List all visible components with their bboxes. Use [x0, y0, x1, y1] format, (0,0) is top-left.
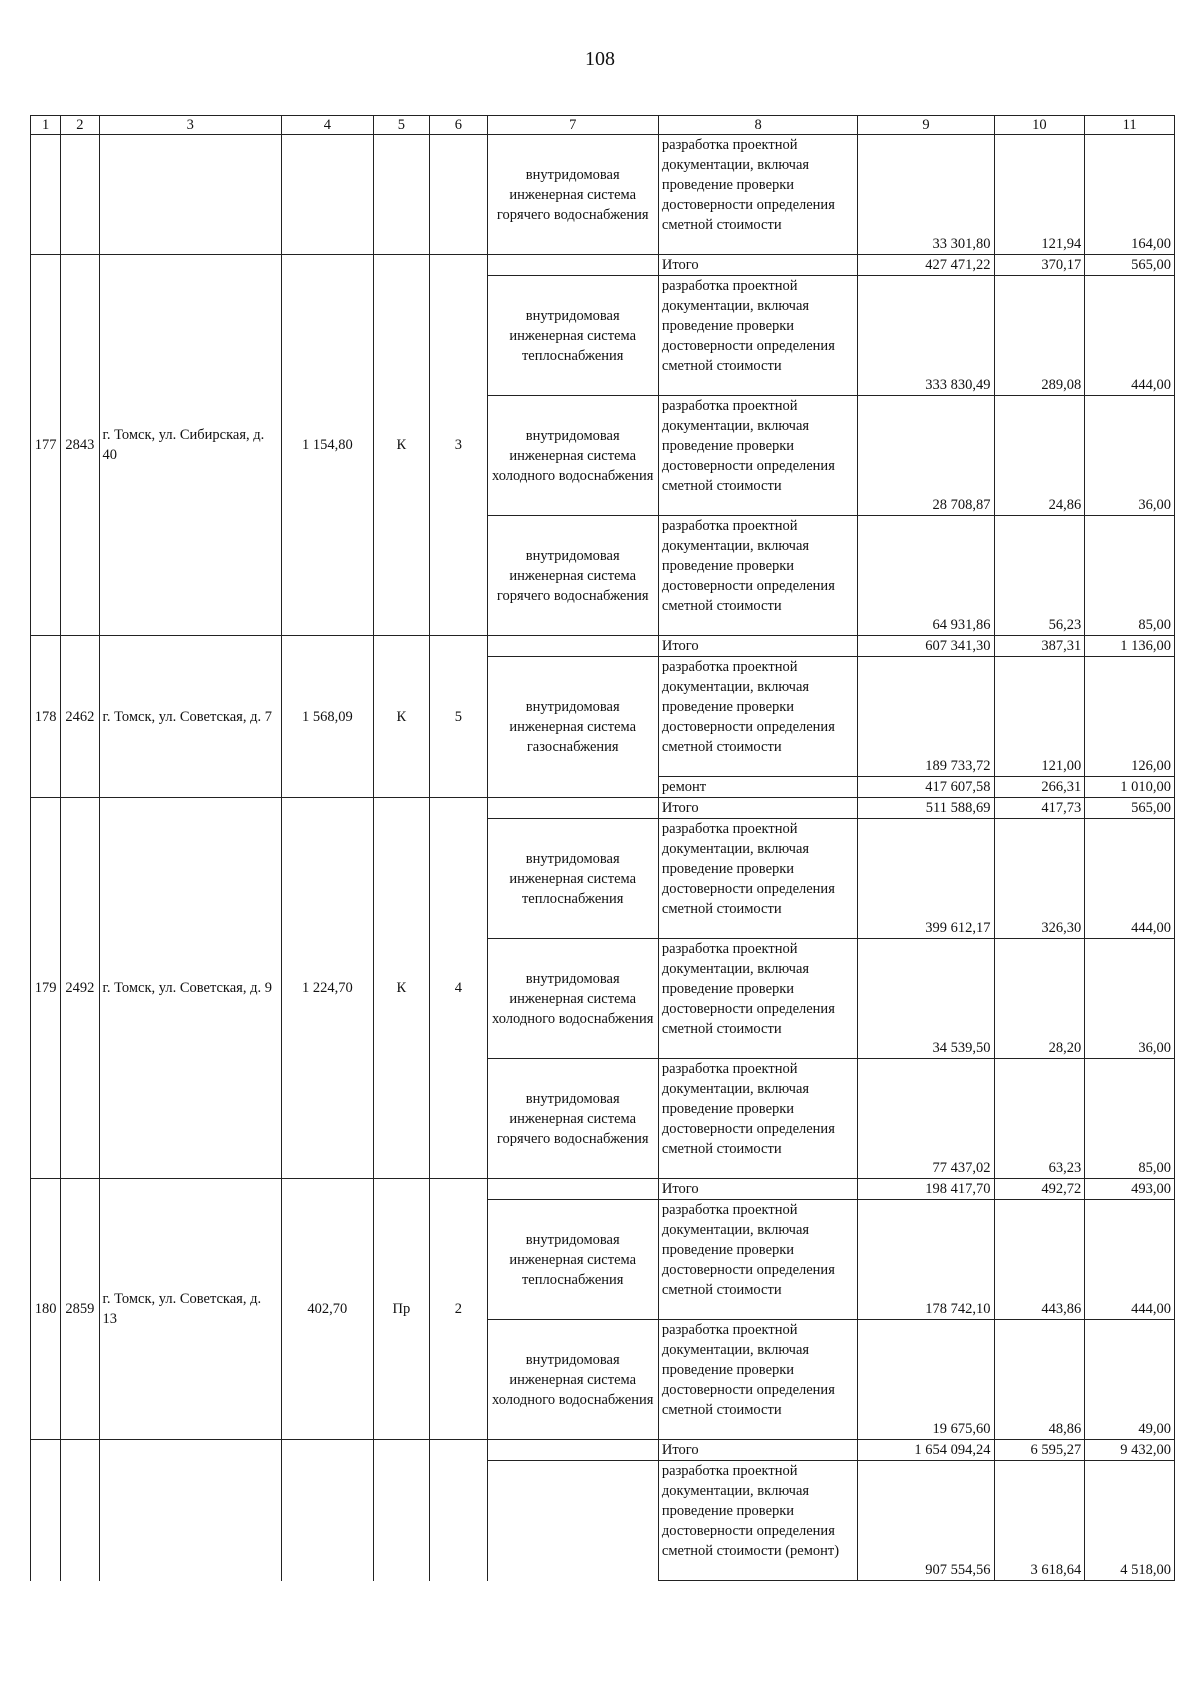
work-description: разработка проектной документации, включая проведение проверки достоверности определения сметной стоимости — [658, 1200, 858, 1320]
house-type: Пр — [373, 1179, 429, 1440]
house-type: К — [373, 255, 429, 636]
address: г. Томск, ул. Сибирская, д. 40 — [99, 255, 281, 636]
system-name: внутридомовая инженерная система теплоснабжения — [487, 819, 658, 939]
table-row — [31, 1440, 1175, 1461]
max-cost-value: 4 518,00 — [1085, 1461, 1175, 1581]
cost-value: 427 471,22 — [858, 255, 994, 276]
house-code: 2859 — [61, 1179, 99, 1440]
column-number-row — [31, 116, 1175, 135]
itogo-label: Итого — [658, 1440, 858, 1461]
table-row — [31, 798, 1175, 819]
cost-per-m2-value: 3 618,64 — [994, 1461, 1085, 1581]
max-cost-value: 9 432,00 — [1085, 1440, 1175, 1461]
cost-value: 28 708,87 — [858, 396, 994, 516]
max-cost-value: 1 010,00 — [1085, 777, 1175, 798]
col-header: 5 — [373, 116, 429, 135]
col-header: 10 — [994, 116, 1085, 135]
cost-value: 64 931,86 — [858, 516, 994, 636]
cost-value: 77 437,02 — [858, 1059, 994, 1179]
work-description: разработка проектной документации, включая проведение проверки достоверности определения сметной стоимости — [658, 939, 858, 1059]
work-description: разработка проектной документации, включая проведение проверки достоверности определения сметной стоимости — [658, 819, 858, 939]
cost-per-m2-value: 48,86 — [994, 1320, 1085, 1440]
table-row — [31, 135, 1175, 255]
area: 1 568,09 — [281, 636, 373, 798]
col-header: 4 — [281, 116, 373, 135]
cost-value: 907 554,56 — [858, 1461, 994, 1581]
system-name: внутридомовая инженерная система холодного водоснабжения — [487, 1320, 658, 1440]
col-header: 8 — [658, 116, 858, 135]
system-name: внутридомовая инженерная система газоснабжения — [487, 657, 658, 798]
cost-value: 417 607,58 — [858, 777, 994, 798]
col-header: 3 — [99, 116, 281, 135]
work-description: разработка проектной документации, включая проведение проверки достоверности определения сметной стоимости — [658, 516, 858, 636]
work-description: разработка проектной документации, включая проведение проверки достоверности определения сметной стоимости — [658, 396, 858, 516]
address: г. Томск, ул. Советская, д. 13 — [99, 1179, 281, 1440]
max-cost-value: 493,00 — [1085, 1179, 1175, 1200]
area: 1 154,80 — [281, 255, 373, 636]
col-header: 7 — [487, 116, 658, 135]
area: 402,70 — [281, 1179, 373, 1440]
work-description: разработка проектной документации, включая проведение проверки достоверности определения сметной стоимости — [658, 1320, 858, 1440]
col-header: 11 — [1085, 116, 1175, 135]
house-code: 2843 — [61, 255, 99, 636]
page-number: 108 — [585, 48, 615, 70]
cost-value: 178 742,10 — [858, 1200, 994, 1320]
cost-per-m2-value: 443,86 — [994, 1200, 1085, 1320]
itogo-label: Итого — [658, 1179, 858, 1200]
cost-per-m2-value: 417,73 — [994, 798, 1085, 819]
repair-schedule-table — [30, 115, 1175, 1581]
floors: 2 — [430, 1179, 487, 1440]
cost-value: 19 675,60 — [858, 1320, 994, 1440]
cost-per-m2-value: 63,23 — [994, 1059, 1085, 1179]
system-name: внутридомовая инженерная система холодного водоснабжения — [487, 939, 658, 1059]
max-cost-value: 36,00 — [1085, 396, 1175, 516]
max-cost-value: 85,00 — [1085, 516, 1175, 636]
itogo-label: Итого — [658, 636, 858, 657]
work-description: разработка проектной документации, включая проведение проверки достоверности определения сметной стоимости (ремонт) — [658, 1461, 858, 1581]
system-name: внутридомовая инженерная система теплоснабжения — [487, 1200, 658, 1320]
system-name: внутридомовая инженерная система теплоснабжения — [487, 276, 658, 396]
cost-per-m2-value: 492,72 — [994, 1179, 1085, 1200]
row-number: 178 — [31, 636, 61, 798]
house-code: 2492 — [61, 798, 99, 1179]
system-name: внутридомовая инженерная система горячего водоснабжения — [487, 1059, 658, 1179]
cost-value: 1 654 094,24 — [858, 1440, 994, 1461]
work-description: разработка проектной документации, включая проведение проверки достоверности определения сметной стоимости — [658, 135, 858, 255]
cost-per-m2-value: 326,30 — [994, 819, 1085, 939]
max-cost-value: 36,00 — [1085, 939, 1175, 1059]
cost-per-m2-value: 387,31 — [994, 636, 1085, 657]
itogo-label: Итого — [658, 255, 858, 276]
floors: 4 — [430, 798, 487, 1179]
house-type: К — [373, 636, 429, 798]
cost-per-m2-value: 28,20 — [994, 939, 1085, 1059]
table-row — [31, 636, 1175, 657]
cost-value: 33 301,80 — [858, 135, 994, 255]
work-description: разработка проектной документации, включая проведение проверки достоверности определения сметной стоимости — [658, 1059, 858, 1179]
cost-value: 198 417,70 — [858, 1179, 994, 1200]
max-cost-value: 444,00 — [1085, 819, 1175, 939]
col-header: 9 — [858, 116, 994, 135]
system-name: внутридомовая инженерная система горячего водоснабжения — [487, 135, 658, 255]
itogo-label: Итого — [658, 798, 858, 819]
cost-per-m2-value: 6 595,27 — [994, 1440, 1085, 1461]
cost-per-m2-value: 121,00 — [994, 657, 1085, 777]
col-header: 2 — [61, 116, 99, 135]
max-cost-value: 85,00 — [1085, 1059, 1175, 1179]
max-cost-value: 444,00 — [1085, 1200, 1175, 1320]
cost-per-m2-value: 289,08 — [994, 276, 1085, 396]
cost-value: 333 830,49 — [858, 276, 994, 396]
col-header: 1 — [31, 116, 61, 135]
row-number: 177 — [31, 255, 61, 636]
address: г. Томск, ул. Советская, д. 9 — [99, 798, 281, 1179]
max-cost-value: 126,00 — [1085, 657, 1175, 777]
col-header: 6 — [430, 116, 487, 135]
address: г. Томск, ул. Советская, д. 7 — [99, 636, 281, 798]
house-type: К — [373, 798, 429, 1179]
cost-value: 399 612,17 — [858, 819, 994, 939]
max-cost-value: 1 136,00 — [1085, 636, 1175, 657]
cost-per-m2-value: 56,23 — [994, 516, 1085, 636]
max-cost-value: 164,00 — [1085, 135, 1175, 255]
max-cost-value: 565,00 — [1085, 798, 1175, 819]
floors: 3 — [430, 255, 487, 636]
floors: 5 — [430, 636, 487, 798]
cost-per-m2-value: 121,94 — [994, 135, 1085, 255]
work-description: разработка проектной документации, включая проведение проверки достоверности определения сметной стоимости — [658, 657, 858, 777]
max-cost-value: 444,00 — [1085, 276, 1175, 396]
system-name: внутридомовая инженерная система горячего водоснабжения — [487, 516, 658, 636]
system-name: внутридомовая инженерная система холодного водоснабжения — [487, 396, 658, 516]
work-description: ремонт — [658, 777, 858, 798]
area: 1 224,70 — [281, 798, 373, 1179]
cost-per-m2-value: 24,86 — [994, 396, 1085, 516]
table-row — [31, 1179, 1175, 1200]
cost-value: 607 341,30 — [858, 636, 994, 657]
cost-value: 34 539,50 — [858, 939, 994, 1059]
cost-per-m2-value: 266,31 — [994, 777, 1085, 798]
cost-value: 189 733,72 — [858, 657, 994, 777]
work-description: разработка проектной документации, включая проведение проверки достоверности определения сметной стоимости — [658, 276, 858, 396]
max-cost-value: 565,00 — [1085, 255, 1175, 276]
max-cost-value: 49,00 — [1085, 1320, 1175, 1440]
cost-per-m2-value: 370,17 — [994, 255, 1085, 276]
cost-value: 511 588,69 — [858, 798, 994, 819]
house-code: 2462 — [61, 636, 99, 798]
row-number: 179 — [31, 798, 61, 1179]
table-row — [31, 255, 1175, 276]
row-number: 180 — [31, 1179, 61, 1440]
